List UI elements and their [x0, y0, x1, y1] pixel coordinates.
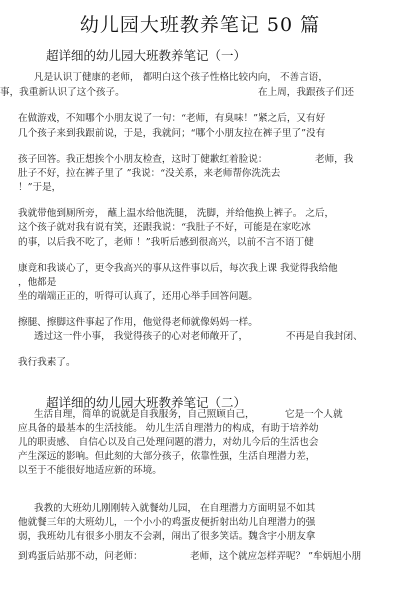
paragraph-line: 我行我素了。	[18, 357, 76, 368]
paragraph-line: 康竟和我谈心了，更令我高兴的事从这件事以后，每次我上课 我觉得我给他	[18, 263, 338, 274]
paragraph-line: 透过这一件小事， 我觉得孩子的心对老师敞开了，	[34, 331, 249, 342]
section-heading-2: 超详细的幼儿园大班教养笔记（二）	[46, 395, 247, 410]
paragraph-line: 在做游戏，不知哪个小朋友说了一句：“老师，有臭味！”紧之后，又有好	[18, 113, 326, 124]
paragraph-line: 到鸡蛋后站那不动，问老师：	[18, 551, 143, 562]
section-heading-1: 超详细的幼儿园大班教养笔记（一）	[46, 48, 247, 63]
paragraph-line: 这个孩子就对我有说有笑，还跟我说：“我肚子不好，可能是在家吃冰	[18, 222, 311, 233]
paragraph-line: ！”于是，	[18, 182, 62, 193]
paragraph-line: 在上周，我跟孩子们还	[258, 87, 354, 98]
document-title: 幼儿园大班教养笔记 50 篇	[79, 14, 321, 36]
paragraph-line: 我就带他到厕所旁， 蘸上温水给他洗腿， 洗脚，并给他换上裤子。 之后，	[18, 208, 335, 219]
paragraph-line: 应具备的最基本的生活技能。 幼儿生活自理潜力的构成，有助于培养幼	[18, 423, 319, 434]
paragraph-line: 的事，以后我不吃了，老师 ！”我听后感到很高兴，以前不言不语丁健	[18, 237, 314, 248]
paragraph-line: 他就餐三年的大班幼儿，一个小小的鸡蛋皮便折射出幼儿自理潜力的强	[18, 517, 316, 528]
paragraph-line: 我教的大班幼儿刚刚转入就餐幼儿园， 在自理潜力方面明显不如其	[34, 503, 316, 514]
paragraph-line: 以至于不能很好地适应新的环境。	[18, 465, 162, 476]
paragraph-line: 弱，我班幼儿有很多小朋友不会剥，闹出了很多笑话。魏含宇小朋友拿	[18, 531, 316, 542]
paragraph-line: 凡是认识丁健康的老师， 都明白这个孩子性格比较内向， 不善言语，	[34, 72, 328, 83]
paragraph-line: 生活自理，简单的说就是自我服务，自己照顾自己，	[34, 409, 255, 420]
paragraph-line: 老师，我	[315, 154, 354, 165]
paragraph-line: 擦腿、擦脚这件事起了作用，他觉得老师就像妈妈一样。	[18, 317, 258, 328]
paragraph-line: 几个孩子来到我跟前说，于是，我就问；“哪个小朋友拉在裤子里了”没有	[18, 128, 326, 139]
paragraph-line: 儿的职责感、 自信心以及自己处理问题的潜力，对幼儿今后的生活也会	[18, 437, 319, 448]
paragraph-line: 它是一个人就	[285, 409, 343, 420]
paragraph-line: 肚子不好，拉在裤子里了 ”我说：“没关系，来老师帮你洗洗去	[18, 168, 281, 179]
paragraph-line: 坐的端端正正的，听得可认真了，还用心举手回答问题。	[18, 291, 258, 302]
paragraph-line: 事，我重新认识了这个孩子。	[0, 87, 125, 98]
paragraph-line: 孩子回答。我正想挨个小朋友检查，这时丁健歉红着脸说：	[18, 154, 268, 165]
paragraph-line: 不再是自我封闭、	[286, 331, 363, 342]
paragraph-line: 老师，这个就应怎样弄呢？ ”牟炳旭小朋	[190, 551, 362, 562]
paragraph-line: 产生深远的影响。但此刻的大部分孩子，依靠性强，生活自理潜力差，	[18, 451, 316, 462]
paragraph-line: ，他都是	[18, 277, 57, 288]
